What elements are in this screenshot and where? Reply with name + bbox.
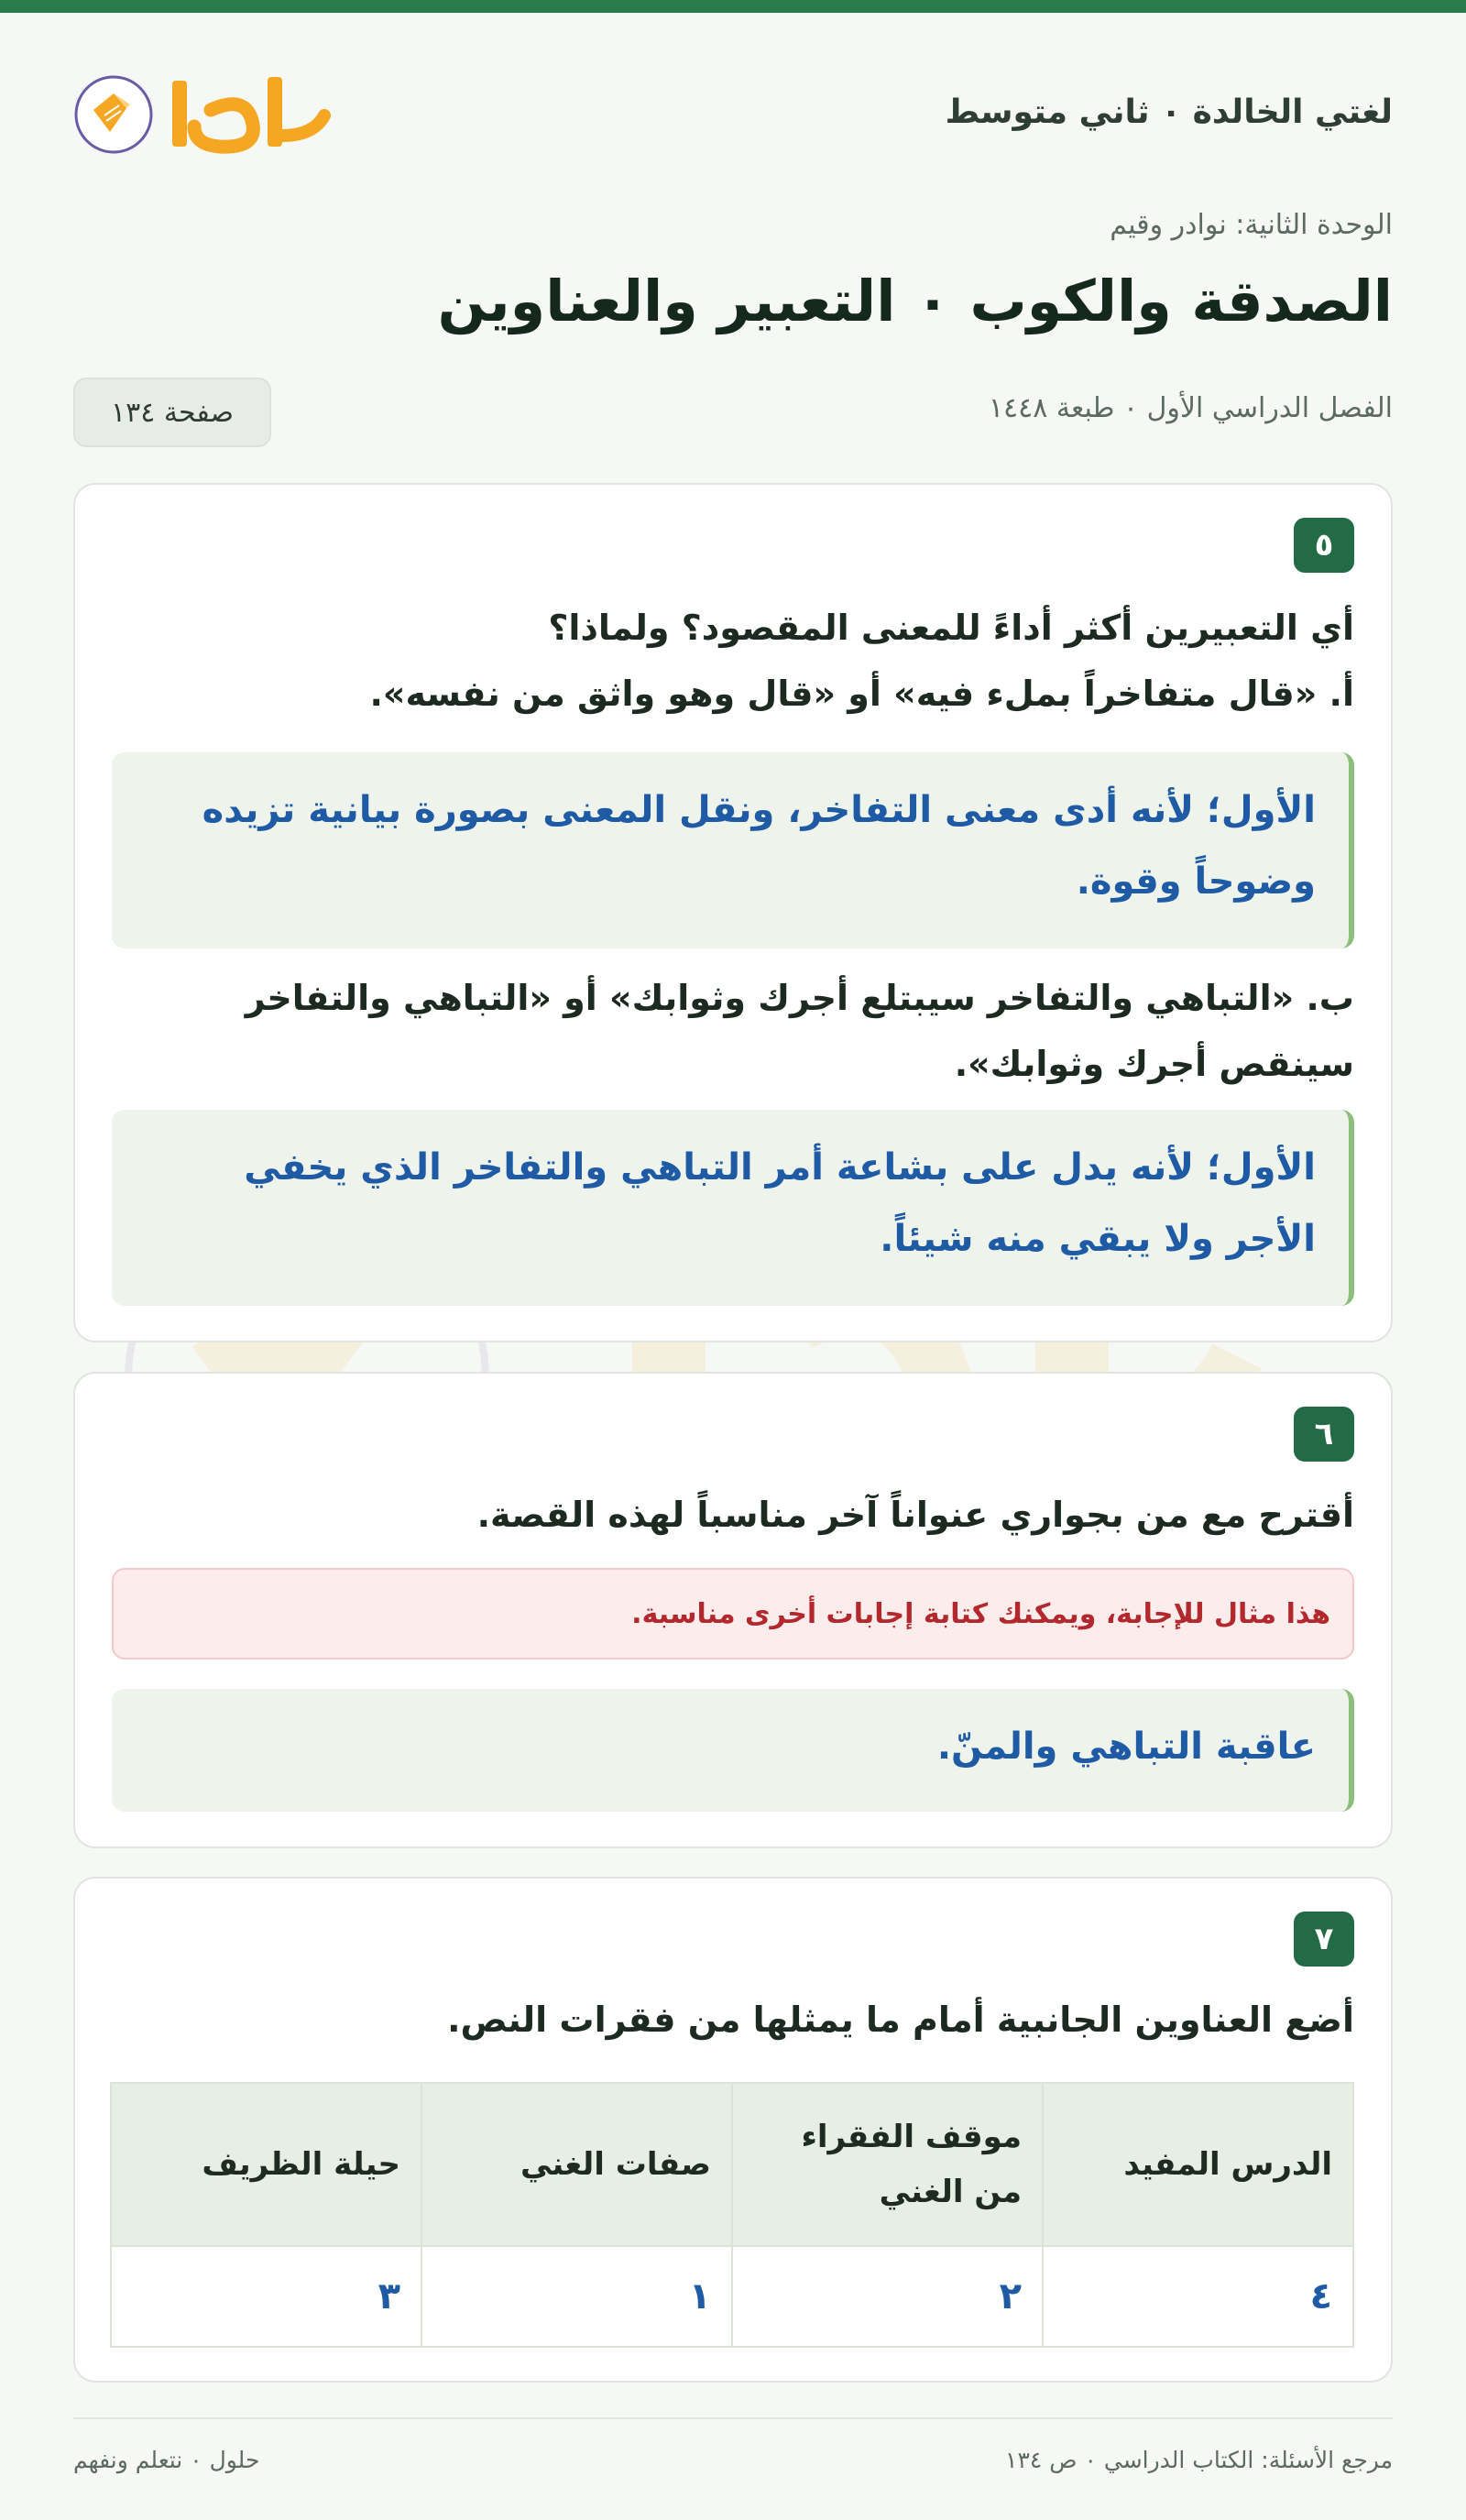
table-header-cell: صفات الغني bbox=[421, 2083, 732, 2246]
footer-reference: مرجع الأسئلة: الكتاب الدراسي ٠ ص ١٣٤ bbox=[1005, 2447, 1393, 2473]
headings-answer-table bbox=[110, 2082, 1354, 2348]
subject-grade-label: لغتي الخالدة ٠ ثاني متوسط bbox=[945, 93, 1393, 131]
question-prompt: أقترح مع من بجواري عنواناً آخر مناسباً لهذه القصة. bbox=[476, 1495, 1354, 1535]
question-prompt: أي التعبيرين أكثر أداءً للمعنى المقصود؟ ولماذا؟ bbox=[548, 608, 1354, 648]
question-number-badge: ٥ bbox=[1294, 518, 1354, 573]
unit-label: الوحدة الثانية: نوادر وقيم bbox=[1110, 209, 1393, 241]
page-number-badge: صفحة ١٣٤ bbox=[73, 378, 271, 447]
answer-box-a: الأول؛ لأنه أدى معنى التفاخر، ونقل المعنى بصورة بيانية تزيده وضوحاً وقوة. bbox=[112, 752, 1354, 948]
question-part-a: أ. «قال متفاخراً بملء فيه» أو «قال وهو واثق من نفسه». bbox=[369, 674, 1354, 714]
page-header bbox=[73, 55, 1393, 183]
question-part-b: ب. «التباهي والتفاخر سيبتلع أجرك وثوابك» أو «التباهي والتفاخر سينقص أجرك وثوابك». bbox=[245, 978, 1354, 1084]
question-card-6 bbox=[73, 1372, 1393, 1848]
top-accent-bar bbox=[0, 0, 1466, 13]
hulul-logo[interactable] bbox=[73, 64, 339, 165]
footer-brand: حلول ٠ نتعلم ونفهم bbox=[73, 2447, 260, 2473]
table-answer-cell: ٤ bbox=[1043, 2246, 1353, 2347]
page-title: الصدقة والكوب ٠ التعبير والعناوين bbox=[437, 268, 1393, 334]
table-header-cell: موقف الفقراء من الغني bbox=[732, 2083, 1043, 2246]
answer-box: عاقبة التباهي والمنّ. bbox=[112, 1689, 1354, 1812]
semester-edition-label: الفصل الدراسي الأول ٠ طبعة ١٤٤٨ bbox=[988, 392, 1393, 424]
table-header-row bbox=[111, 2083, 1353, 2246]
table-answer-cell: ٢ bbox=[732, 2246, 1043, 2347]
answer-box-b: الأول؛ لأنه يدل على بشاعة أمر التباهي والتفاخر الذي يخفي الأجر ولا يبقي منه شيئاً. bbox=[112, 1110, 1354, 1306]
question-prompt: أضع العناوين الجانبية أمام ما يمثلها من فقرات النص. bbox=[447, 2000, 1354, 2040]
table-row bbox=[111, 2246, 1353, 2347]
table-answer-cell: ٣ bbox=[111, 2246, 421, 2347]
example-answer-note: هذا مثال للإجابة، ويمكنك كتابة إجابات أخرى مناسبة. bbox=[112, 1568, 1354, 1660]
footer-divider bbox=[73, 2417, 1393, 2419]
table-header-cell: الدرس المفيد bbox=[1043, 2083, 1353, 2246]
question-number-badge: ٦ bbox=[1294, 1407, 1354, 1462]
question-card-5 bbox=[73, 483, 1393, 1342]
question-card-7 bbox=[73, 1877, 1393, 2383]
table-answer-cell: ١ bbox=[421, 2246, 732, 2347]
question-number-badge: ٧ bbox=[1294, 1912, 1354, 1967]
table-header-cell: حيلة الظريف bbox=[111, 2083, 421, 2246]
